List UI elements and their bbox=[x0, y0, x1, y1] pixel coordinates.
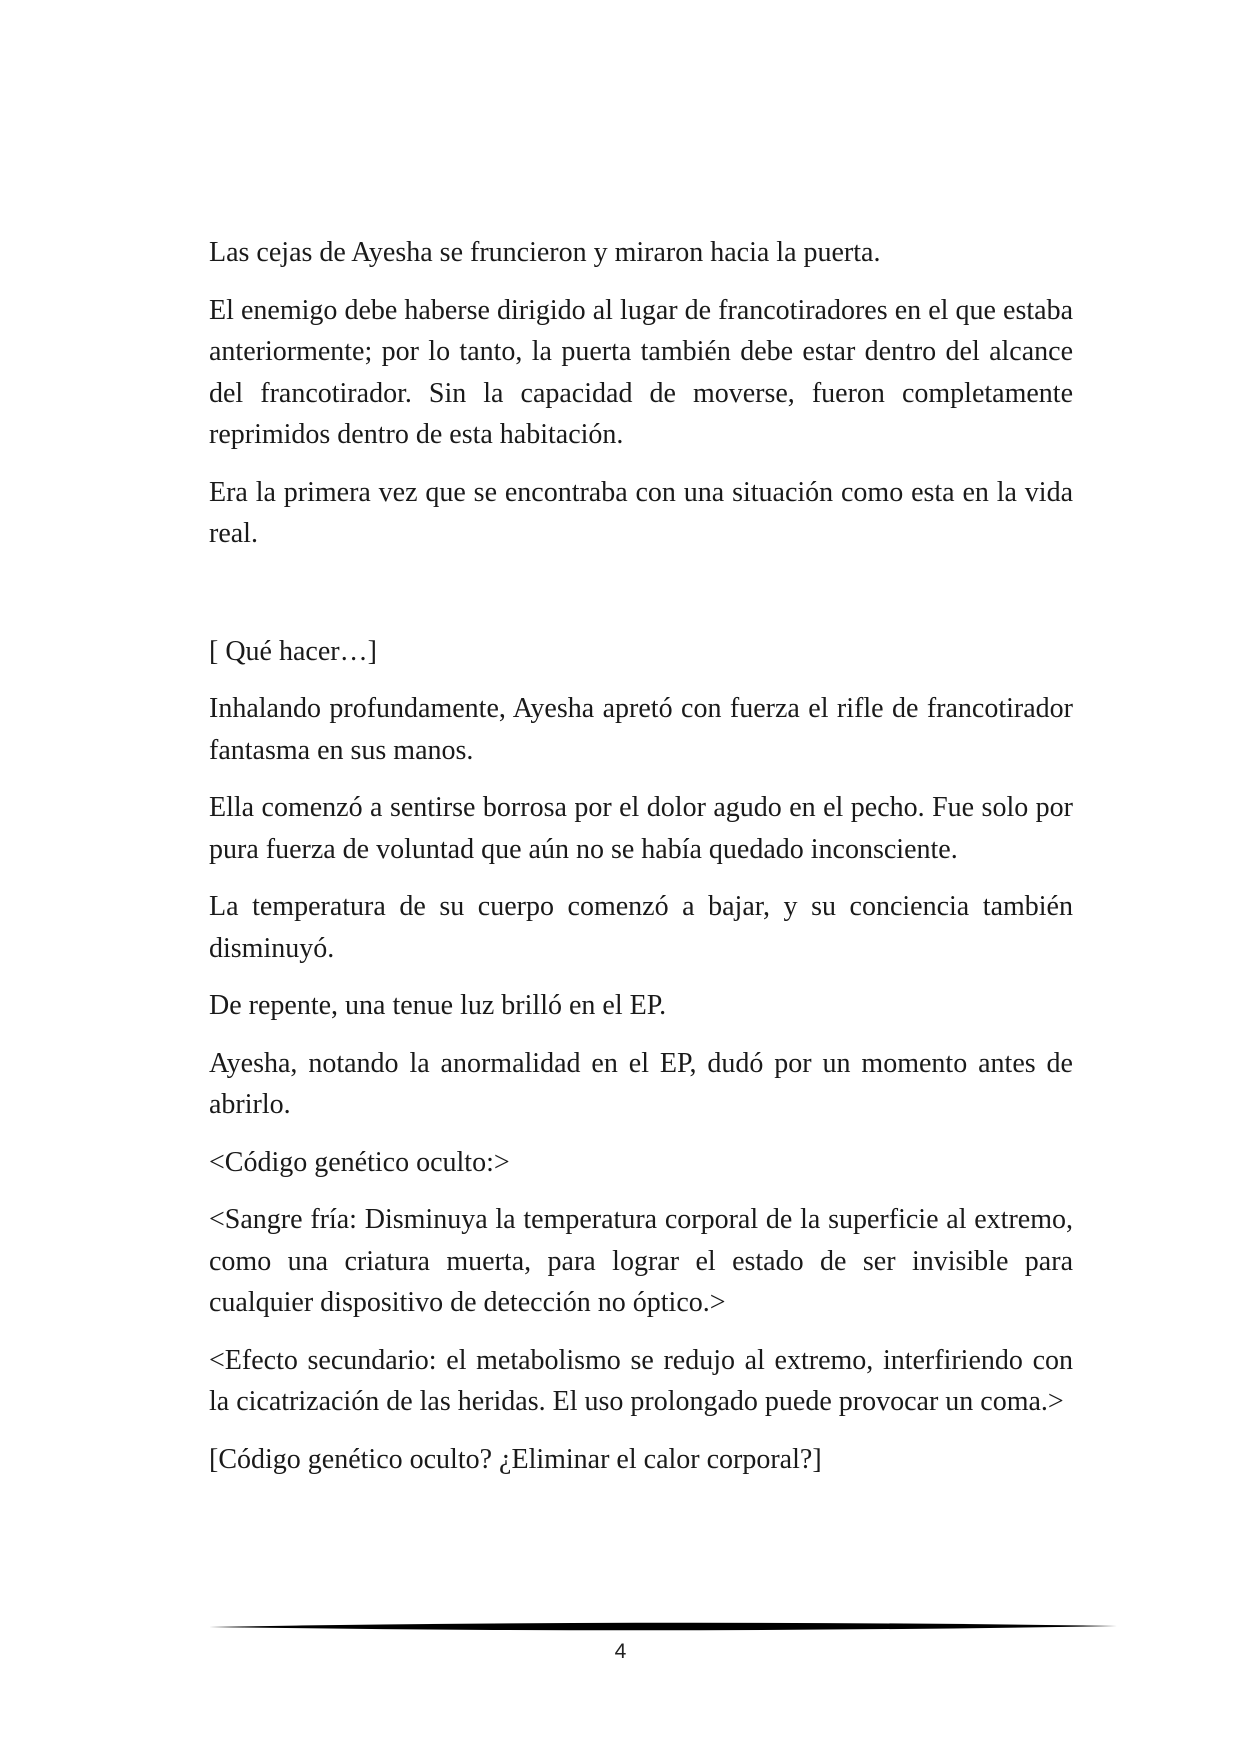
paragraph: Ella comenzó a sentirse borrosa por el dolor agudo en el pecho. Fue solo por pura fuerza de voluntad que aún no se había quedado inconsciente. bbox=[209, 792, 1073, 865]
footer-divider bbox=[209, 1621, 1117, 1633]
paragraph: Era la primera vez que se encontraba con una situación como esta en la vida real. bbox=[209, 476, 1073, 549]
paragraph: <Sangre fría: Disminuya la temperatura corporal de la superficie al extremo, como una criatura muerta, para lograr el estado de ser invisible para cualquier dispositivo de detección no óptico.> bbox=[209, 1204, 1073, 1318]
paragraph: De repente, una tenue luz brilló en el EP. bbox=[209, 990, 667, 1021]
paragraph: Las cejas de Ayesha se fruncieron y miraron hacia la puerta. bbox=[209, 237, 881, 268]
paragraph: [ Qué hacer…] bbox=[209, 635, 377, 667]
scene-break-spacer bbox=[209, 571, 1073, 631]
paragraph: <Efecto secundario: el metabolismo se redujo al extremo, interfiriendo con la cicatrización de las heridas. El uso prolongado puede provocar un coma.> bbox=[209, 1344, 1073, 1417]
paragraph: <Código genético oculto:> bbox=[209, 1146, 510, 1178]
paragraph: Inhalando profundamente, Ayesha apretó con fuerza el rifle de francotirador fantasma en sus manos. bbox=[209, 693, 1073, 766]
paragraph: La temperatura de su cuerpo comenzó a bajar, y su conciencia también disminuyó. bbox=[209, 891, 1073, 964]
paragraph: [Código genético oculto? ¿Eliminar el calor corporal?] bbox=[209, 1443, 822, 1475]
paragraph: Ayesha, notando la anormalidad en el EP, dudó por un momento antes de abrirlo. bbox=[209, 1047, 1073, 1120]
page-number: 4 bbox=[614, 1640, 627, 1663]
page-body bbox=[209, 232, 1073, 1496]
paragraph: El enemigo debe haberse dirigido al lugar de francotiradores en el que estaba anteriormente; por lo tanto, la puerta también debe estar dentro del alcance del francotirador. Sin la capacidad de moverse, fueron completamente reprimidos dentro de esta habitación. bbox=[209, 294, 1073, 450]
